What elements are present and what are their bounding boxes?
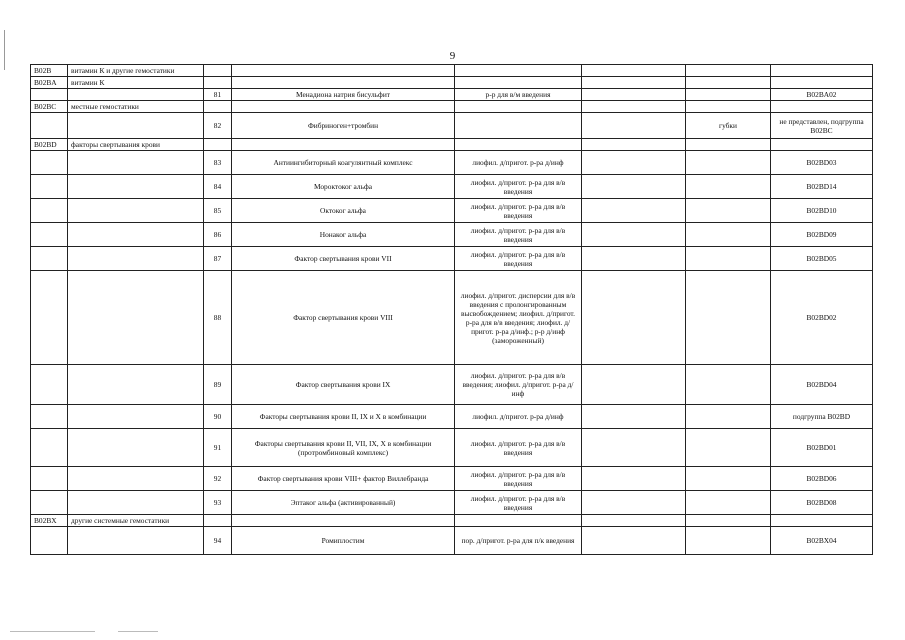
row-number: 86 xyxy=(204,223,232,247)
empty-cell xyxy=(582,199,686,223)
table-row xyxy=(31,365,873,405)
empty-cell xyxy=(68,113,204,139)
empty-cell xyxy=(31,365,68,405)
row-number: 81 xyxy=(204,89,232,101)
empty-cell xyxy=(31,405,68,429)
row-number: 90 xyxy=(204,405,232,429)
row-number: 82 xyxy=(204,113,232,139)
form-note xyxy=(686,175,771,199)
atc-code: B02BD02 xyxy=(771,271,873,365)
table-row xyxy=(31,247,873,271)
dosage-form: лиофил. д/пригот. р-ра д/инф xyxy=(455,151,582,175)
form-note xyxy=(686,271,771,365)
dosage-form: лиофил. д/пригот. р-ра для в/в введения xyxy=(455,223,582,247)
empty-cell xyxy=(582,77,686,89)
empty-cell xyxy=(582,247,686,271)
row-number: 93 xyxy=(204,491,232,515)
drug-name: Менадиона натрия бисульфит xyxy=(232,89,455,101)
drug-name: Эптаког альфа (активированный) xyxy=(232,491,455,515)
atc-group-name: витамин К xyxy=(68,77,204,89)
empty-cell xyxy=(232,77,455,89)
table-row xyxy=(31,491,873,515)
empty-cell xyxy=(232,139,455,151)
empty-cell xyxy=(582,223,686,247)
empty-cell xyxy=(68,247,204,271)
dosage-form: лиофил. д/пригот. р-ра для в/в введения xyxy=(455,199,582,223)
empty-cell xyxy=(68,199,204,223)
empty-cell xyxy=(232,101,455,113)
empty-cell xyxy=(204,65,232,77)
empty-cell xyxy=(582,365,686,405)
page-number: 9 xyxy=(449,50,456,62)
empty-cell xyxy=(31,175,68,199)
empty-cell xyxy=(204,515,232,527)
drug-name: Ромиплостим xyxy=(232,527,455,555)
drug-name: Октоког альфа xyxy=(232,199,455,223)
group-row xyxy=(31,65,873,77)
atc-code: B02BD01 xyxy=(771,429,873,467)
drug-name: Нонаког альфа xyxy=(232,223,455,247)
form-note xyxy=(686,151,771,175)
atc-code: B02BD09 xyxy=(771,223,873,247)
empty-cell xyxy=(204,77,232,89)
form-note xyxy=(686,223,771,247)
empty-cell xyxy=(31,429,68,467)
drug-name: Фактор свертывания крови VIII+ фактор Виллебранда xyxy=(232,467,455,491)
dosage-form: лиофил. д/пригот. р-ра для в/в введения; лиофил. д/пригот. р-ра д/инф xyxy=(455,365,582,405)
empty-cell xyxy=(686,515,771,527)
empty-cell xyxy=(68,365,204,405)
atc-code: B02BD03 xyxy=(771,151,873,175)
empty-cell xyxy=(68,271,204,365)
dosage-form: лиофил. д/пригот. р-ра д/инф xyxy=(455,405,582,429)
empty-cell xyxy=(31,199,68,223)
atc-group-code: B02BD xyxy=(31,139,68,151)
atc-code: B02BA02 xyxy=(771,89,873,101)
atc-code: B02BD14 xyxy=(771,175,873,199)
row-number: 92 xyxy=(204,467,232,491)
empty-cell xyxy=(582,139,686,151)
empty-cell xyxy=(582,271,686,365)
form-note xyxy=(686,405,771,429)
drug-name: Факторы свертывания крови II, IX и X в комбинации xyxy=(232,405,455,429)
empty-cell xyxy=(31,113,68,139)
table-row xyxy=(31,151,873,175)
drug-name: Антиингибиторный коагулянтный комплекс xyxy=(232,151,455,175)
row-number: 88 xyxy=(204,271,232,365)
drug-name: Мороктоког альфа xyxy=(232,175,455,199)
empty-cell xyxy=(455,101,582,113)
empty-cell xyxy=(31,151,68,175)
atc-code: B02BX04 xyxy=(771,527,873,555)
empty-cell xyxy=(686,139,771,151)
atc-code: B02BD05 xyxy=(771,247,873,271)
form-note xyxy=(686,89,771,101)
empty-cell xyxy=(68,429,204,467)
dosage-form: лиофил. д/пригот. дисперсии для в/в введения с пролонгированным высвобождением; лиофил. д/пригот. р-ра для в/в введения; лиофил. д/пригот. р-ра д/инф.; р-р д/инф (замороженный) xyxy=(455,271,582,365)
drug-name: Фактор свертывания крови IX xyxy=(232,365,455,405)
table-row xyxy=(31,175,873,199)
dosage-form: пор. д/пригот. р-ра для п/к введения xyxy=(455,527,582,555)
atc-code: подгруппа B02BD xyxy=(771,405,873,429)
empty-cell xyxy=(582,65,686,77)
atc-group-code: B02BA xyxy=(31,77,68,89)
empty-cell xyxy=(582,113,686,139)
atc-group-name: факторы свертывания крови xyxy=(68,139,204,151)
atc-code: B02BD10 xyxy=(771,199,873,223)
form-note xyxy=(686,429,771,467)
empty-cell xyxy=(204,101,232,113)
empty-cell xyxy=(686,101,771,113)
empty-cell xyxy=(582,527,686,555)
dosage-form: лиофил. д/пригот. р-ра для в/в введения xyxy=(455,467,582,491)
empty-cell xyxy=(771,77,873,89)
table-row xyxy=(31,89,873,101)
empty-cell xyxy=(455,139,582,151)
atc-code: не представлен, подгруппа B02BC xyxy=(771,113,873,139)
empty-cell xyxy=(31,271,68,365)
dosage-form: лиофил. д/пригот. р-ра для в/в введения xyxy=(455,247,582,271)
empty-cell xyxy=(455,65,582,77)
dosage-form: лиофил. д/пригот. р-ра для в/в введения xyxy=(455,491,582,515)
form-note xyxy=(686,467,771,491)
empty-cell xyxy=(31,527,68,555)
group-row xyxy=(31,77,873,89)
empty-cell xyxy=(31,223,68,247)
group-row xyxy=(31,515,873,527)
table-row xyxy=(31,199,873,223)
atc-code: B02BD06 xyxy=(771,467,873,491)
table-row xyxy=(31,113,873,139)
table-row xyxy=(31,527,873,555)
atc-group-name: местные гемостатики xyxy=(68,101,204,113)
empty-cell xyxy=(232,65,455,77)
empty-cell xyxy=(686,65,771,77)
empty-cell xyxy=(31,247,68,271)
empty-cell xyxy=(68,223,204,247)
form-note: губки xyxy=(686,113,771,139)
empty-cell xyxy=(771,101,873,113)
empty-cell xyxy=(68,467,204,491)
empty-cell xyxy=(582,89,686,101)
row-number: 85 xyxy=(204,199,232,223)
dosage-form: лиофил. д/пригот. р-ра для в/в введения xyxy=(455,175,582,199)
empty-cell xyxy=(68,89,204,101)
atc-group-name: витамин К и другие гемостатики xyxy=(68,65,204,77)
table-row xyxy=(31,467,873,491)
atc-group-code: B02B xyxy=(31,65,68,77)
empty-cell xyxy=(232,515,455,527)
drug-name: Фактор свертывания крови VII xyxy=(232,247,455,271)
row-number: 91 xyxy=(204,429,232,467)
empty-cell xyxy=(68,151,204,175)
empty-cell xyxy=(771,65,873,77)
empty-cell xyxy=(582,151,686,175)
form-note xyxy=(686,491,771,515)
empty-cell xyxy=(31,491,68,515)
dosage-form: лиофил. д/пригот. р-ра для в/в введения xyxy=(455,429,582,467)
form-note xyxy=(686,365,771,405)
row-number: 94 xyxy=(204,527,232,555)
empty-cell xyxy=(771,139,873,151)
row-number: 84 xyxy=(204,175,232,199)
drug-name: Фактор свертывания крови VIII xyxy=(232,271,455,365)
empty-cell xyxy=(686,77,771,89)
footer-mark xyxy=(118,631,158,632)
empty-cell xyxy=(31,467,68,491)
drug-list-table xyxy=(30,64,873,555)
form-note xyxy=(686,247,771,271)
drug-name: Факторы свертывания крови II, VII, IX, X в комбинации (протромбиновый комплекс) xyxy=(232,429,455,467)
table-row xyxy=(31,405,873,429)
empty-cell xyxy=(582,515,686,527)
empty-cell xyxy=(455,77,582,89)
group-row xyxy=(31,139,873,151)
empty-cell xyxy=(68,527,204,555)
dosage-form: р-р для в/м введения xyxy=(455,89,582,101)
empty-cell xyxy=(582,491,686,515)
table-row xyxy=(31,429,873,467)
group-row xyxy=(31,101,873,113)
empty-cell xyxy=(771,515,873,527)
row-number: 87 xyxy=(204,247,232,271)
form-note xyxy=(686,199,771,223)
empty-cell xyxy=(68,405,204,429)
drug-name: Фибриноген+тромбин xyxy=(232,113,455,139)
row-number: 89 xyxy=(204,365,232,405)
dosage-form xyxy=(455,113,582,139)
empty-cell xyxy=(582,405,686,429)
table-row xyxy=(31,223,873,247)
atc-code: B02BD04 xyxy=(771,365,873,405)
empty-cell xyxy=(582,175,686,199)
empty-cell xyxy=(455,515,582,527)
table-row xyxy=(31,271,873,365)
empty-cell xyxy=(582,429,686,467)
atc-code: B02BD08 xyxy=(771,491,873,515)
atc-group-name: другие системные гемостатики xyxy=(68,515,204,527)
row-number: 83 xyxy=(204,151,232,175)
empty-cell xyxy=(582,101,686,113)
footer-mark xyxy=(10,631,95,632)
empty-cell xyxy=(582,467,686,491)
form-note xyxy=(686,527,771,555)
atc-group-code: B02BC xyxy=(31,101,68,113)
empty-cell xyxy=(68,491,204,515)
atc-group-code: B02BX xyxy=(31,515,68,527)
empty-cell xyxy=(31,89,68,101)
empty-cell xyxy=(204,139,232,151)
empty-cell xyxy=(68,175,204,199)
